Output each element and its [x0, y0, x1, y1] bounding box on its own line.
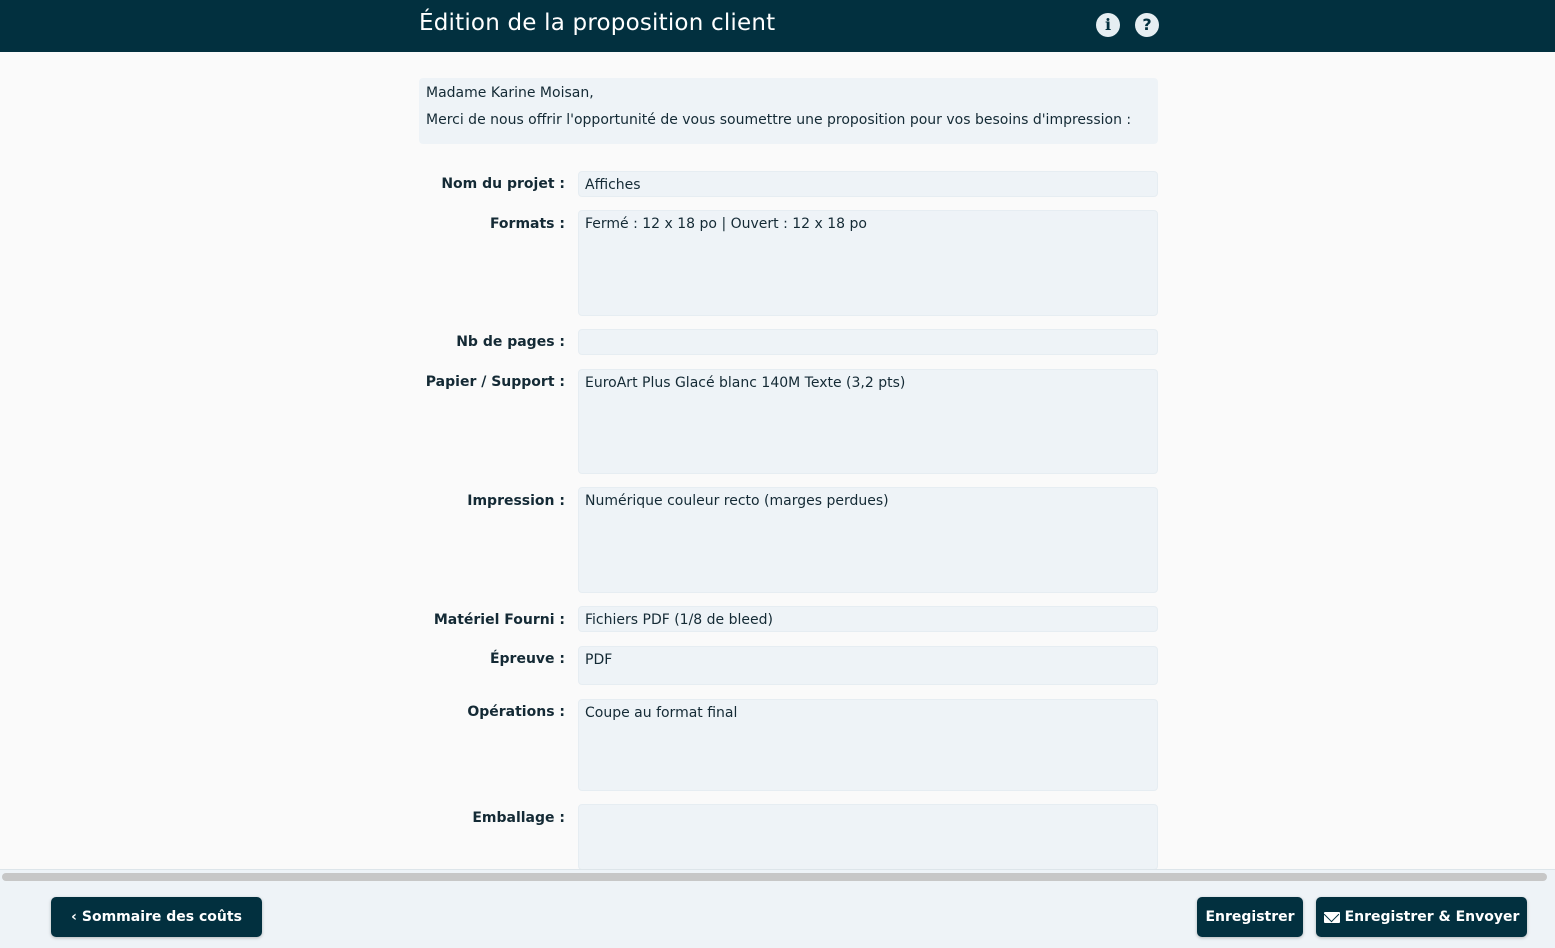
- proof-input[interactable]: PDF: [578, 646, 1158, 685]
- paper-textarea[interactable]: EuroArt Plus Glacé blanc 140M Texte (3,2 pts): [578, 369, 1158, 474]
- field-label-formats: Formats :: [489, 216, 565, 232]
- printing-textarea[interactable]: Numérique couleur recto (marges perdues): [578, 487, 1158, 593]
- field-label-emballage: Emballage :: [472, 810, 565, 826]
- intro-greeting: Madame Karine Moisan,: [426, 85, 594, 101]
- chevron-left-icon: ‹: [71, 909, 77, 925]
- back-to-cost-summary-button[interactable]: [51, 897, 262, 937]
- save-and-send-button[interactable]: [1316, 897, 1527, 937]
- field-label-projet: Nom du projet :: [441, 176, 565, 192]
- field-label-epreuve: Épreuve :: [489, 651, 565, 667]
- info-icon[interactable]: i: [1096, 13, 1120, 37]
- horizontal-scrollbar[interactable]: [2, 873, 1547, 881]
- intro-message: Merci de nous offrir l'opportunité de vous soumettre une proposition pour vos besoins d'impression :: [426, 112, 1132, 128]
- field-label-materiel: Matériel Fourni :: [433, 612, 565, 628]
- send-button-label: Enregistrer & Envoyer: [1344, 909, 1520, 925]
- formats-textarea[interactable]: Fermé : 12 x 18 po | Ouvert : 12 x 18 po: [578, 210, 1158, 316]
- page-title: Édition de la proposition client: [419, 10, 776, 36]
- save-button[interactable]: [1197, 897, 1303, 937]
- field-label-pages: Nb de pages :: [456, 334, 565, 350]
- save-button-label: Enregistrer: [1205, 909, 1295, 925]
- app-header: [0, 0, 1555, 52]
- field-label-papier: Papier / Support :: [425, 374, 565, 390]
- project-name-input[interactable]: Affiches: [578, 171, 1158, 197]
- intro-textarea[interactable]: [419, 78, 1158, 144]
- operations-textarea[interactable]: Coupe au format final: [578, 699, 1158, 791]
- field-label-impression: Impression :: [467, 493, 565, 509]
- envelope-icon: [1324, 912, 1340, 923]
- help-icon[interactable]: ?: [1135, 13, 1159, 37]
- packaging-textarea[interactable]: [578, 804, 1158, 870]
- field-label-operations: Opérations :: [467, 704, 565, 720]
- supplied-material-input[interactable]: Fichiers PDF (1/8 de bleed): [578, 606, 1158, 632]
- pages-input[interactable]: [578, 329, 1158, 355]
- back-button-label: Sommaire des coûts: [81, 909, 242, 925]
